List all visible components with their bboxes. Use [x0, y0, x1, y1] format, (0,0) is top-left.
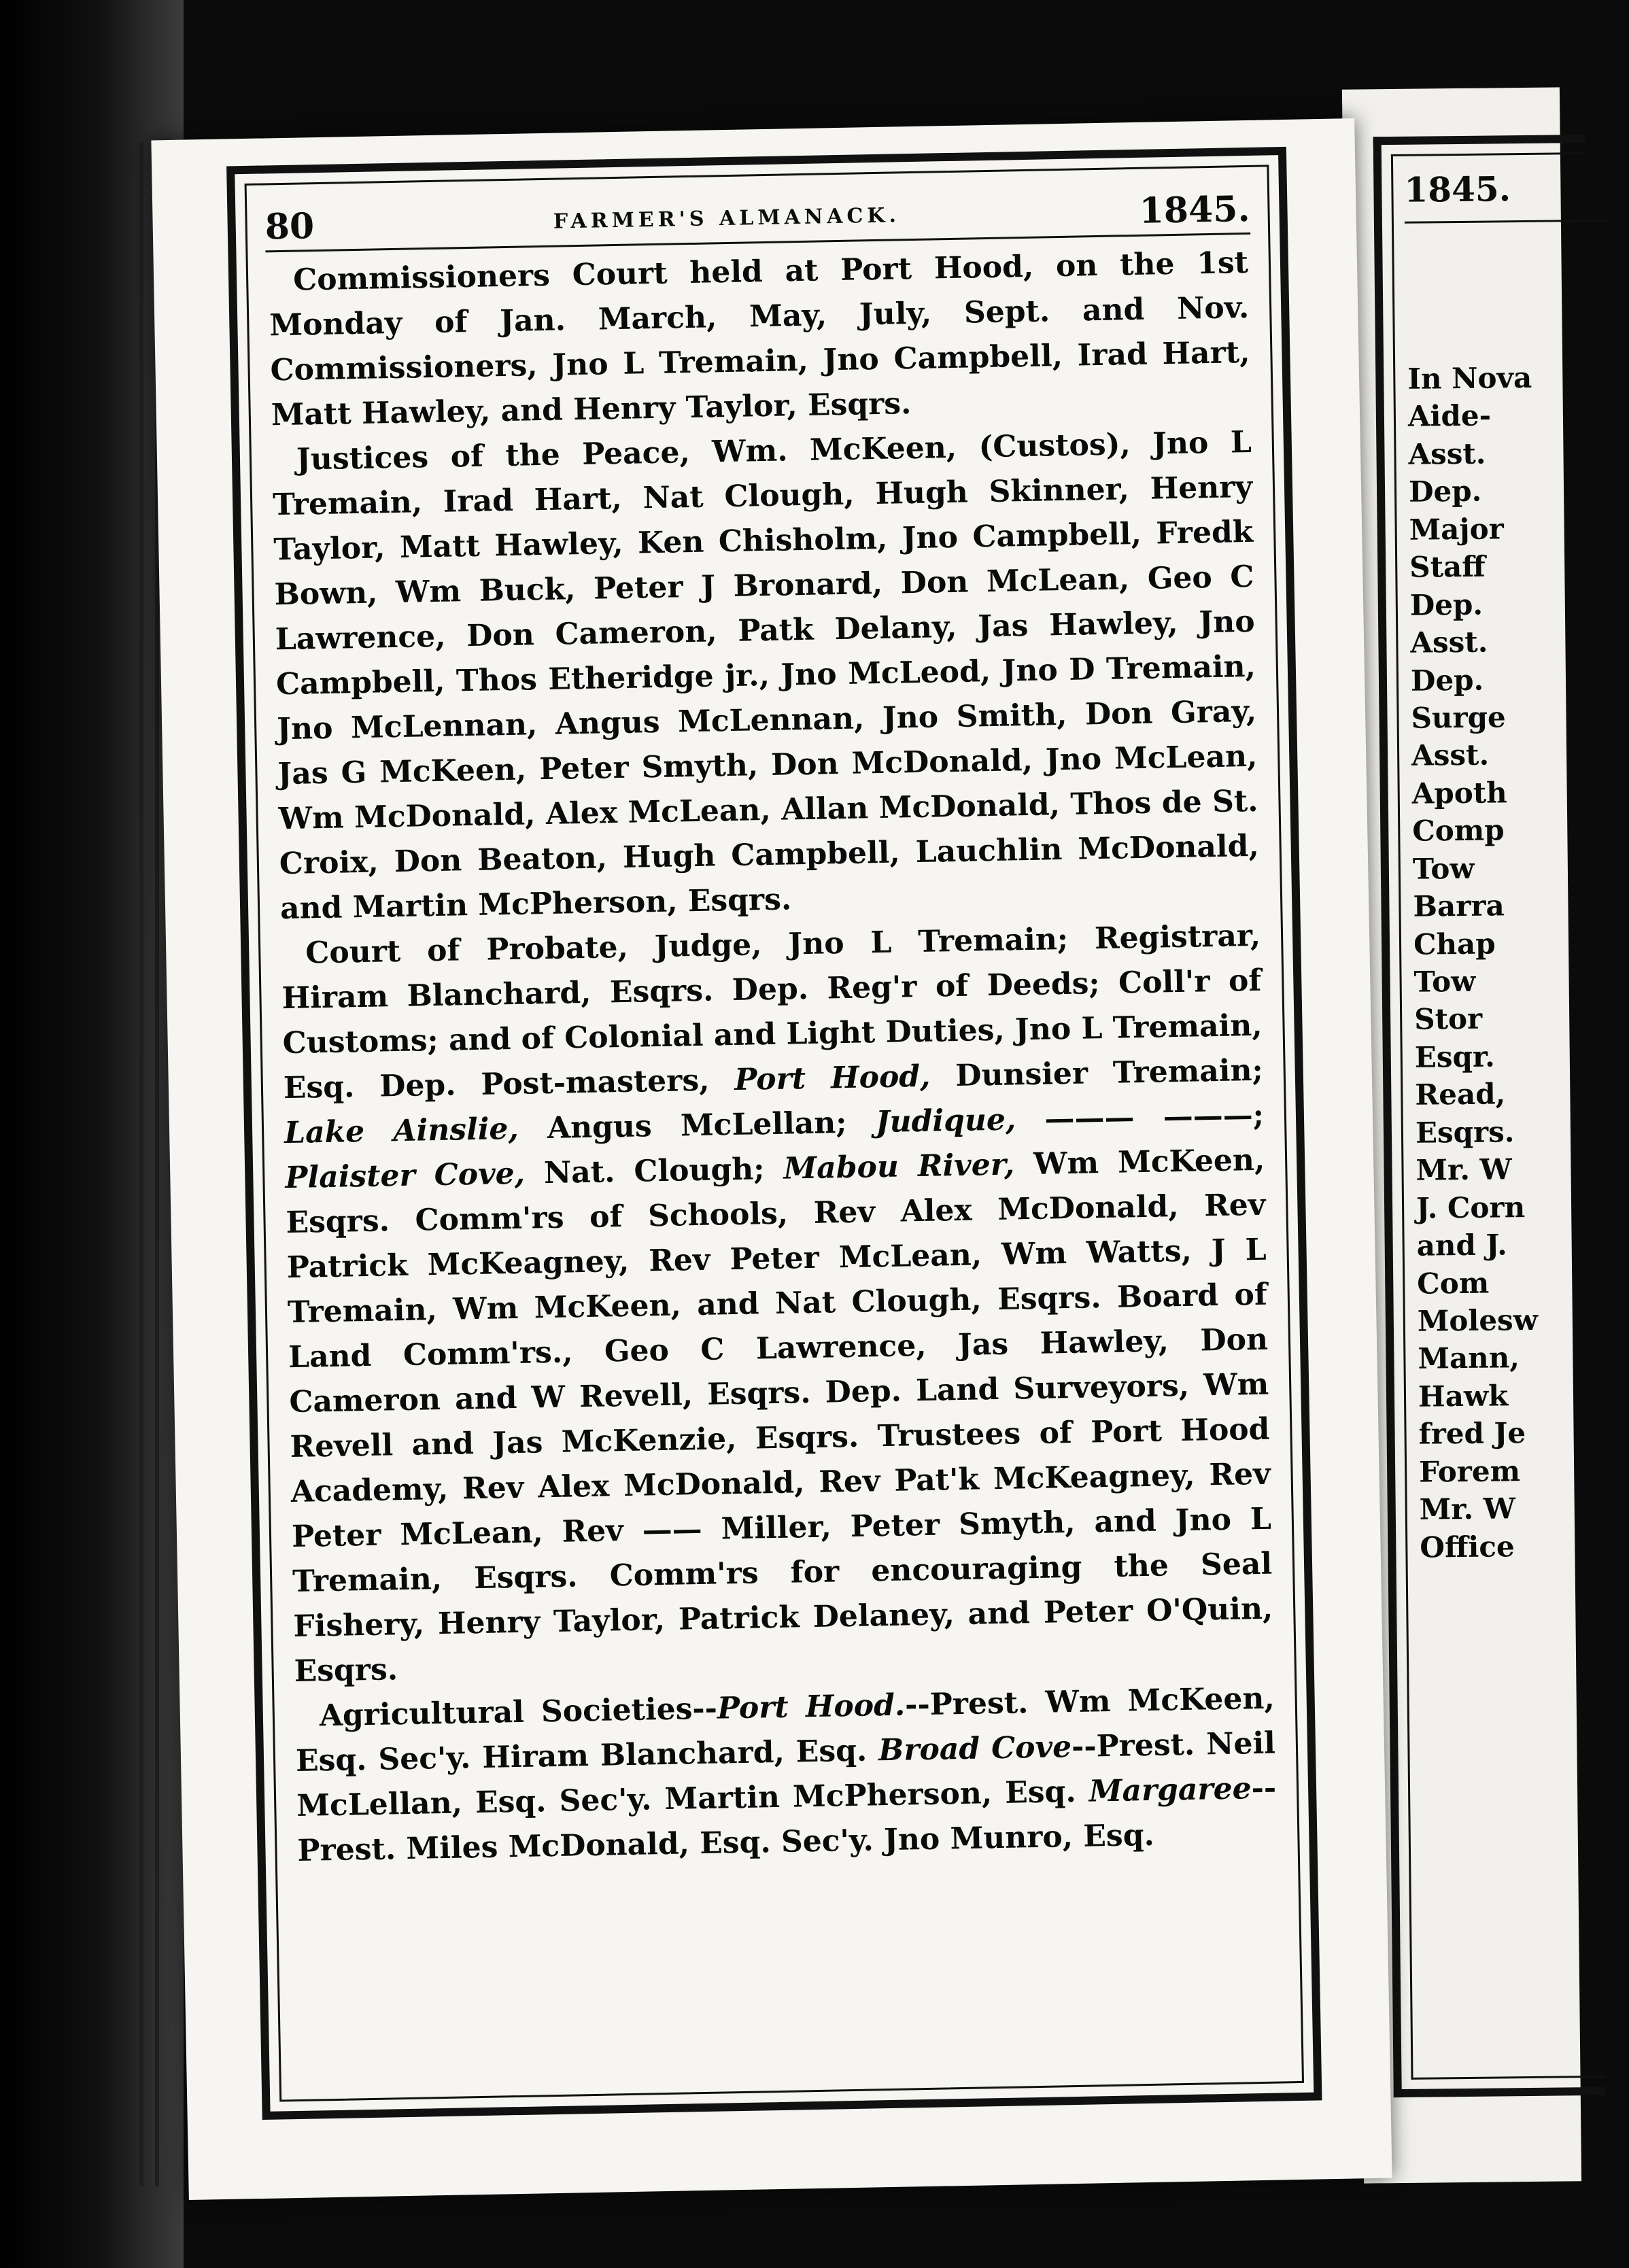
adjacent-page-fragments: In Nova Aide- Asst. Dep. Major Staff Dep. Asst. Dep. Surge Asst. Apoth Comp Tow Barra Chap Tow Stor Esqr. Read, Esqrs. Mr. W J. Corn and J. Com Molesw Mann, Hawk fred Je Forem Mr. W Office: [1407, 360, 1539, 1564]
binding-edge: [122, 143, 126, 2186]
binding-edge: [139, 143, 143, 2186]
paragraph-agricultural-societies: Agricultural Societies--Port Hood.--Prest. Wm McKeen, Esq. Sec'y. Hiram Blanchard, Esq. Broad Cove--Prest. Neil McLellan, Esq. Sec'y. Martin McPherson, Esq. Margaree--Prest. Miles McDonald, Esq. Sec'y. Jno Munro, Esq.: [295, 1681, 1277, 1868]
adjacent-page-frame: [1373, 135, 1606, 2097]
almanac-page: [151, 118, 1392, 2200]
page-number: 80: [264, 205, 315, 247]
paragraph-commissioners-court: Commissioners Court held at Port Hood, on the 1st Monday of Jan. March, May, July, Sept. and Nov. Commissioners, Jno L Tremain, Jno Campbell, Irad Hart, Matt Hawley, and Henry Taylor, Esqrs.: [269, 245, 1250, 433]
page-header: [264, 185, 1250, 253]
paragraph-court-of-probate: Court of Probate, Judge, Jno L Tremain; Registrar, Hiram Blanchard, Esqrs. Dep. Reg'r of Deeds; Coll'r of Customs; and of Colonial and Light Duties, Jno L Tremain, Esq. Dep. Post-masters, Port Hood, Dunsier Tremain; Lake Ainslie, Angus McLellan; Judique, ——— ———; Plaister Cove, Nat. Clough; Mabou River, Wm McKeen, Esqrs. Comm'rs of Schools, Rev Alex McDonald, Rev Patrick McKeagney, Rev Peter McLean, Wm Watts, J L Tremain, Wm McKeen, and Nat Clough, Esqrs. Board of Land Comm'rs., Geo C Lawrence, Jas Hawley, Don Cameron and W Revell, Esqrs. Dep. Land Surveyors, Wm Revell and Jas McKenzie, Esqrs. Trustees of Port Hood Academy, Rev Alex McDonald, Rev Pat'k McKeagney, Rev Peter McLean, Rev —— Miller, Peter Smyth, and Jno L Tremain, Esqrs. Comm'rs for encouraging the Seal Fishery, Henry Taylor, Patrick Delaney, and Peter O'Quin, Esqrs.: [281, 918, 1273, 1689]
adjacent-page-year: 1845.: [1404, 169, 1511, 210]
paragraph-justices: Justices of the Peace, Wm. McKeen, (Custos), Jno L Tremain, Irad Hart, Nat Clough, Hugh Skinner, Henry Taylor, Matt Hawley, Ken Chisholm, Jno Campbell, Fredk Bown, Wm Buck, Peter J Bronard, Don McLean, Geo C Lawrence, Don Cameron, Patk Delany, Jas Hawley, Jno Campbell, Thos Etheridge jr., Jno McLeod, Jno D Tremain, Jno McLennan, Angus McLennan, Jno Smith, Don Gray, Jas G McKeen, Peter Smyth, Don McDonald, Jno McLean, Wm McDonald, Alex McLean, Allan McDonald, Thos de St. Croix, Don Beaton, Hugh Campbell, Lauchlin McDonald, and Martin McPherson, Esqrs.: [272, 424, 1260, 927]
running-title: FARMER'S ALMANACK.: [553, 203, 901, 234]
bleed-through-text: [299, 1547, 1274, 2055]
page-border: [226, 147, 1322, 2120]
header-year: 1845.: [1139, 188, 1251, 232]
